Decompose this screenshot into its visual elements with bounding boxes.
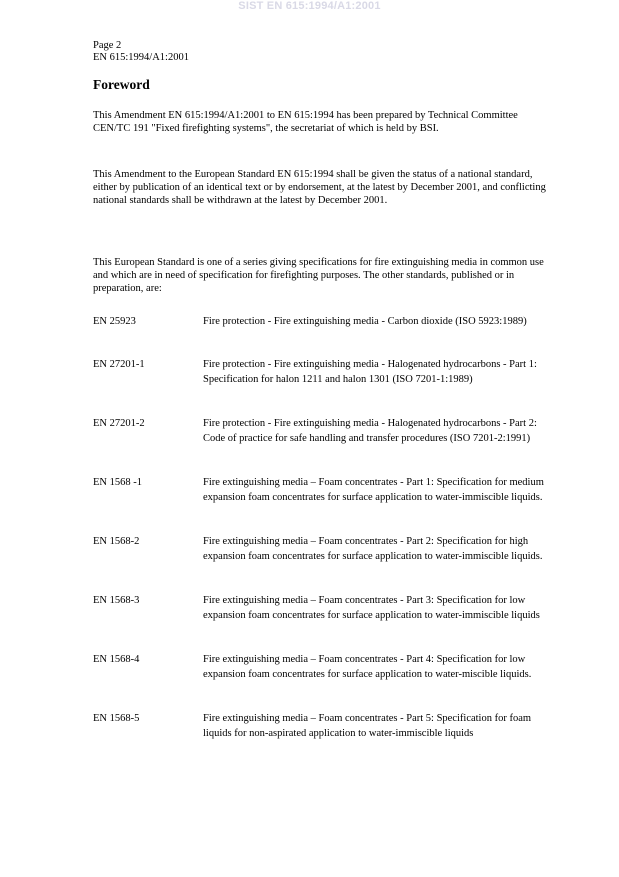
standard-code: EN 27201-1 (93, 359, 145, 370)
standard-code: EN 25923 (93, 316, 136, 327)
standard-title: Fire extinguishing media – Foam concentrates - Part 4: Specification for low expansion foam concentrates for surface application to water-miscible liquids. (203, 654, 532, 680)
standard-code: EN 1568-5 (93, 713, 140, 724)
section-heading: Foreword (93, 77, 150, 92)
standard-code: EN 1568-4 (93, 654, 140, 665)
standard-code: EN 1568 -1 (93, 477, 142, 488)
standard-code: EN 1568-2 (93, 536, 140, 547)
standard-title: Fire extinguishing media – Foam concentrates - Part 5: Specification for foam liquids for non-aspirated application to water-immiscible liquids (203, 713, 532, 739)
standard-title: Fire protection - Fire extinguishing media - Halogenated hydrocarbons - Part 1: Specification for halon 1211 and halon 1301 (ISO 7201-1:1989) (203, 359, 537, 385)
standard-code: EN 1568-3 (93, 595, 140, 606)
standard-code: EN 27201-2 (93, 418, 145, 429)
foreword-paragraph-2: This Amendment to the European Standard EN 615:1994 shall be given the status of a national standard, either by publication of an identical text or by endorsement, at the latest by December 2001, and conflicting national standards shall be withdrawn at the latest by December 2001. (93, 169, 546, 206)
foreword-paragraph-1: This Amendment EN 615:1994/A1:2001 to EN 615:1994 has been prepared by Technical Committee CEN/TC 191 "Fixed firefighting systems", the secretariat of which is held by BSI. (93, 110, 518, 134)
standard-title: Fire extinguishing media – Foam concentrates - Part 2: Specification for high expansion foam concentrates for surface application to water-immiscible liquids. (203, 536, 543, 562)
standard-title: Fire extinguishing media – Foam concentrates - Part 1: Specification for medium expansion foam concentrates for surface application to water-immiscible liquids. (203, 477, 544, 503)
standard-title: Fire extinguishing media – Foam concentrates - Part 3: Specification for low expansion foam concentrates for surface application to water-immiscible liquids (203, 595, 540, 621)
standard-title: Fire protection - Fire extinguishing media - Halogenated hydrocarbons - Part 2: Code of practice for safe handling and transfer procedures (ISO 7201-2:1991) (203, 418, 537, 444)
page-number: Page 2 (93, 40, 122, 51)
document-reference: EN 615:1994/A1:2001 (93, 52, 189, 63)
foreword-paragraph-3: This European Standard is one of a series giving specifications for fire extinguishing media in common use and which are in need of specification for firefighting purposes. The other standards, published or in preparation, are: (93, 257, 544, 294)
standard-title: Fire protection - Fire extinguishing media - Carbon dioxide (ISO 5923:1989) (203, 316, 527, 327)
watermark: SIST EN 615:1994/A1:2001 (238, 0, 381, 12)
